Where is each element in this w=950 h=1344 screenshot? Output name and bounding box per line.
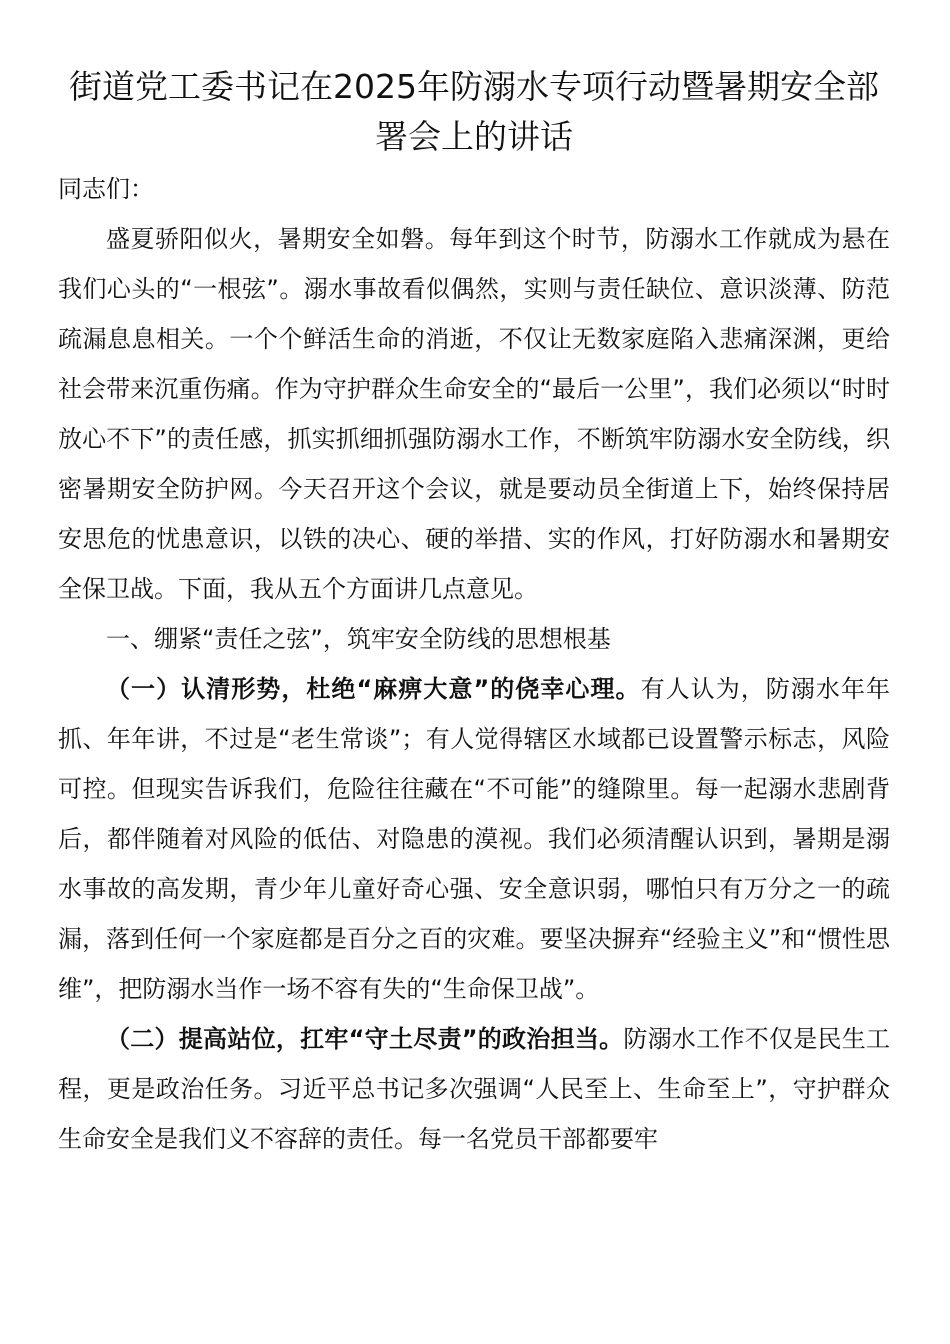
subsection-paragraph-2: [58, 1014, 890, 1164]
subsection-heading-1: （一）认清形势，杜绝“麻痹大意”的侥幸心理。: [106, 675, 641, 703]
intro-paragraph: 盛夏骄阳似火，暑期安全如磐。每年到这个时节，防溺水工作就成为悬在我们心头的“一根弦”。溺水事故看似偶然，实则与责任缺位、意识淡薄、防范疏漏息息相关。一个个鲜活生命的消逝，不仅让无数家庭陷入悲痛深渊，更给社会带来沉重伤痛。作为守护群众生命安全的“最后一公里”，我们必须以“时时放心不下”的责任感，抓实抓细抓强防溺水工作，不断筑牢防溺水安全防线，织密暑期安全防护网。今天召开这个会议，就是要动员全街道上下，始终保持居安思危的忧患意识，以铁的决心、硬的举措、实的作风，打好防溺水和暑期安全保卫战。下面，我从五个方面讲几点意见。: [58, 225, 890, 603]
document-title: 街道党工委书记在2025年防溺水专项行动暨暑期安全部署会上的讲话: [69, 67, 879, 156]
greeting: 同志们：: [58, 175, 154, 203]
subsection-paragraph-1: [58, 664, 890, 1014]
subsection-body-1: 有人认为，防溺水年年抓、年年讲，不过是“老生常谈”；有人觉得辖区水域都已设置警示标志，风险可控。但现实告诉我们，危险往往藏在“不可能”的缝隙里。每一起溺水悲剧背后，都伴随着对风险的低估、对隐患的漠视。我们必须清醒认识到，暑期是溺水事故的高发期，青少年儿童好奇心强、安全意识弱，哪怕只有万分之一的疏漏，落到任何一个家庭都是百分之百的灾难。要坚决摒弃“经验主义”和“惯性思维”，把防溺水当作一场不容有失的“生命保卫战”。: [58, 675, 890, 1003]
document-page: [58, 62, 890, 1164]
section-heading-1: 一、绷紧“责任之弦”，筑牢安全防线的思想根基: [106, 625, 611, 653]
subsection-body-2: 防溺水工作不仅是民生工程，更是政治任务。习近平总书记多次强调“人民至上、生命至上”，守护群众生命安全是我们义不容辞的责任。每一名党员干部都要牢: [58, 1025, 891, 1153]
subsection-heading-2: （二）提高站位，扛牢“守土尽责”的政治担当。: [106, 1025, 624, 1053]
